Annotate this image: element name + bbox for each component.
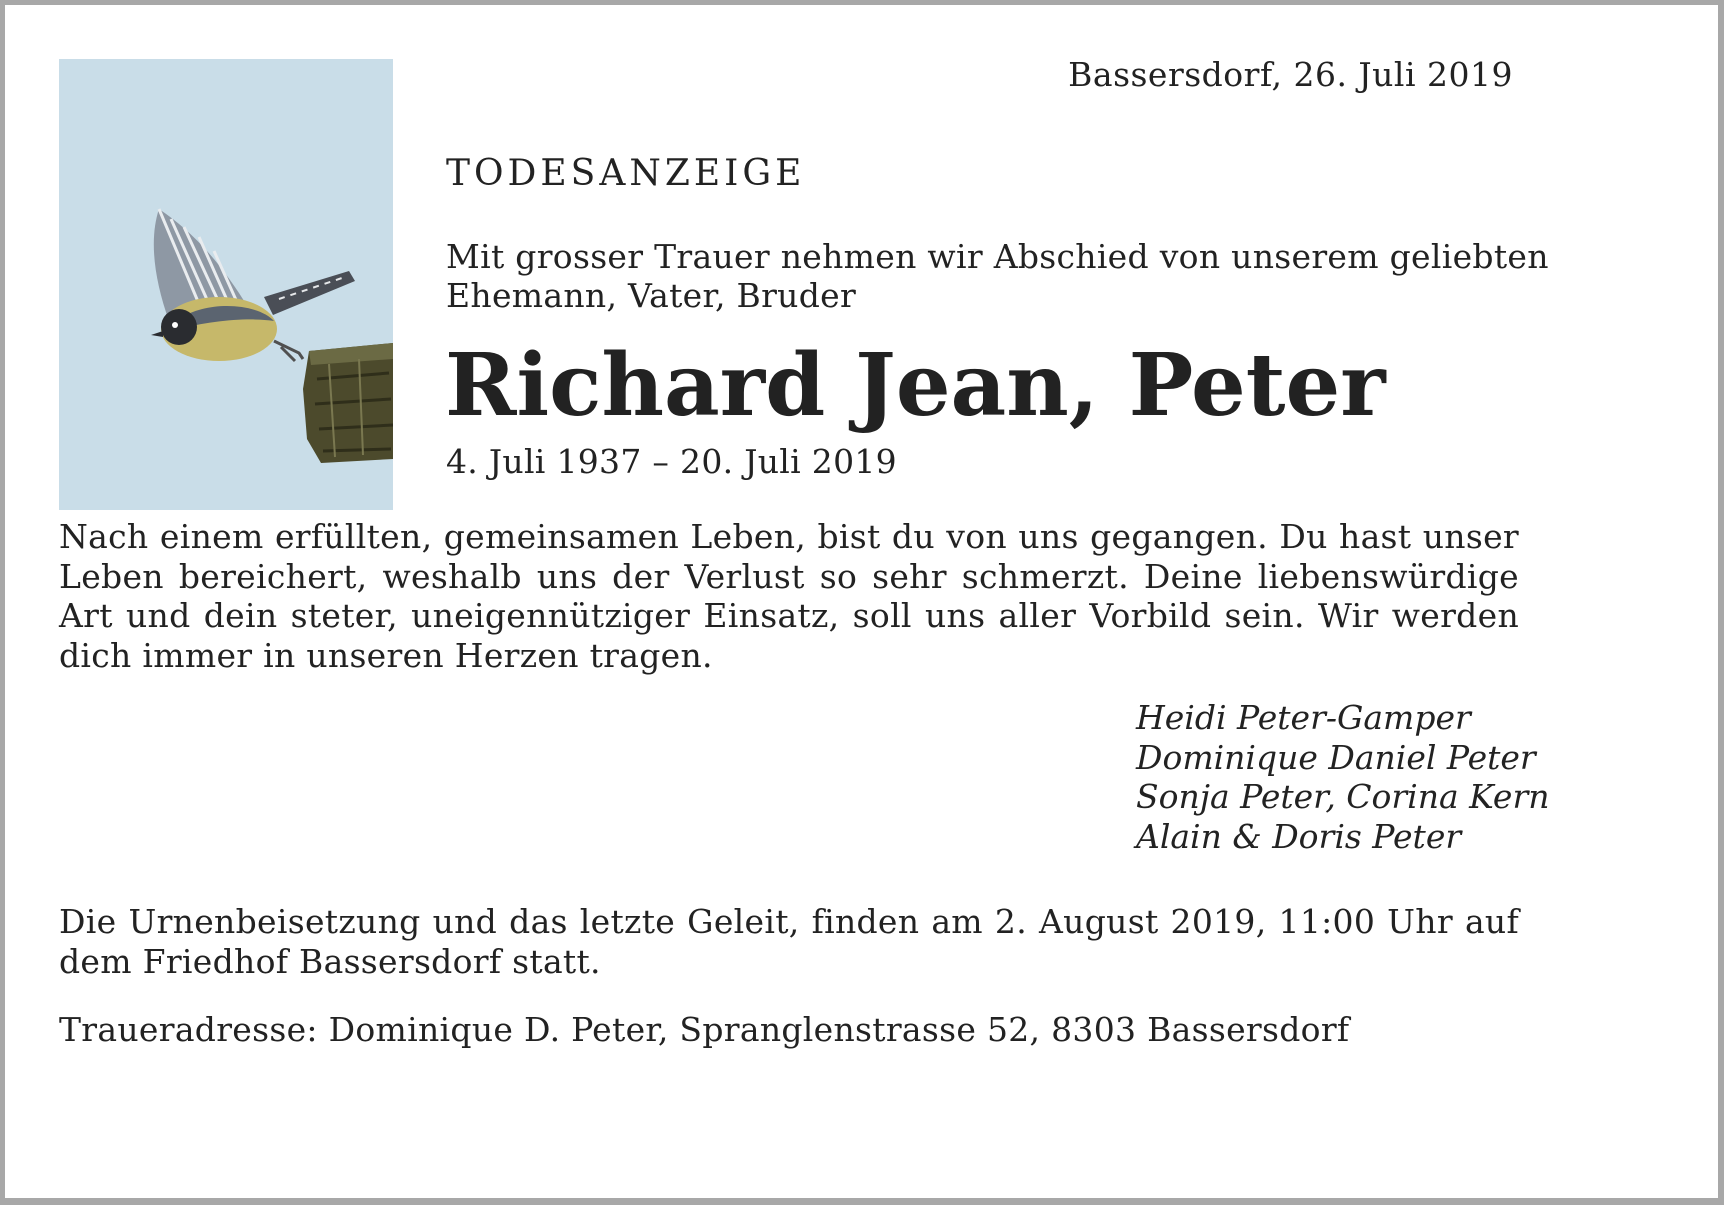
mourning-address: Traueradresse: Dominique D. Peter, Spranglenstrasse 52, 8303 Bassersdorf <box>59 1010 1350 1049</box>
bird-photo <box>59 59 393 510</box>
place-and-date: Bassersdorf, 26. Juli 2019 <box>1068 55 1513 94</box>
signatories-list <box>1136 698 1556 856</box>
signatory: Alain & Doris Peter <box>1136 816 1462 856</box>
bird-in-flight-icon <box>59 59 393 510</box>
signatory: Dominique Daniel Peter <box>1136 737 1536 777</box>
intro-text: Mit grosser Trauer nehmen wir Abschied von unserem geliebten Ehemann, Vater, Bruder <box>446 237 1549 315</box>
ceremony-info: Die Urnenbeisetzung und das letzte Geleit, finden am 2. August 2019, 11:00 Uhr auf dem Friedhof Bassersdorf statt. <box>59 902 1519 981</box>
life-dates: 4. Juli 1937 – 20. Juli 2019 <box>446 442 897 481</box>
obituary-notice <box>5 5 1718 1198</box>
deceased-name: Richard Jean, Peter <box>445 335 1386 436</box>
tribute-text: Nach einem erfüllten, gemeinsamen Leben, bist du von uns gegangen. Du hast unser Leben bereichert, weshalb uns der Verlust so sehr schmerzt. Deine liebenswürdige Art und dein steter, uneigennütziger Einsatz, soll uns aller Vorbild sein. Wir werden dich immer in unseren Herzen tragen. <box>59 517 1519 675</box>
notice-type-heading: TODESANZEIGE <box>446 153 806 194</box>
signatory: Heidi Peter-Gamper <box>1136 698 1471 737</box>
signatory: Sonja Peter, Corina Kern <box>1136 777 1550 816</box>
